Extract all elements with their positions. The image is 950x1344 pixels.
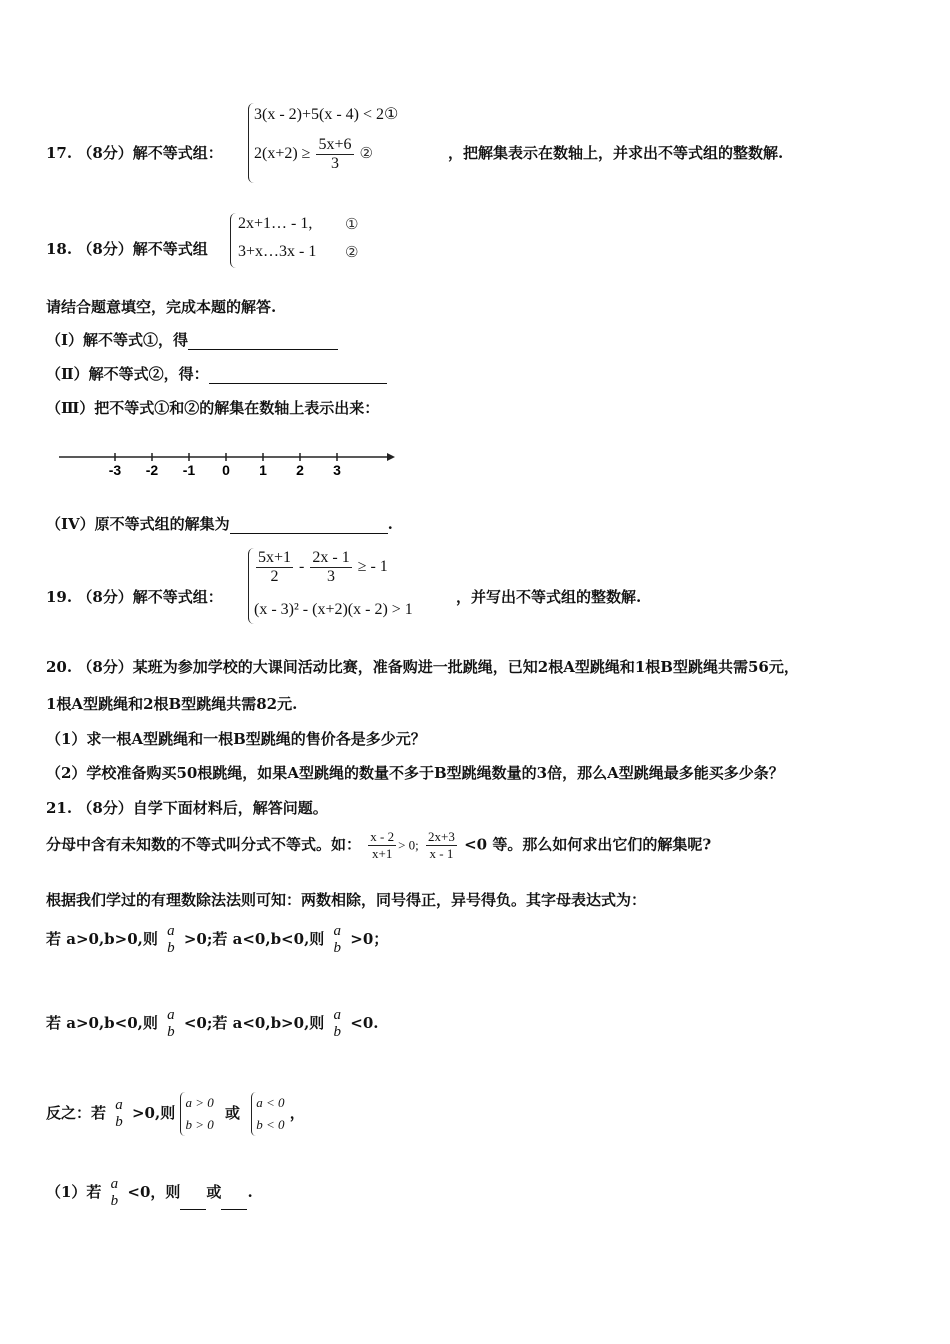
q18-brace [230,213,238,268]
q21-den: b [333,940,342,956]
q21-sys1 [180,1092,213,1136]
q21-ex1-den: x+1 [372,846,393,861]
q21-sys1a: a > 0 [185,1095,214,1110]
q21-den: b [115,1114,123,1130]
q18-step2-blank[interactable] [209,367,387,384]
q21-num: a [115,1097,123,1113]
q21-converse [46,1092,305,1136]
q21-den: b [110,1193,119,1209]
q21-num: a [333,923,342,939]
q21-label: 21. （8分）自学下面材料后，解答问题。 [46,799,328,817]
q21-den: b [167,940,175,956]
q19-eq1 [254,549,388,586]
q21-num: a [167,923,175,939]
q21-ex1-frac [368,829,396,862]
q21-sys2 [251,1092,284,1136]
q21-num: a [167,1007,175,1023]
q18-step1-text: （I）解不等式①，得 [46,331,189,349]
q17-tail: ，把解集表示在数轴上，并求出不等式组的整数解. [448,144,784,162]
q20-part1: （1）求一根A型跳绳和一根B型跳绳的售价各是多少元？ [46,730,426,748]
q19-f2-den: 3 [327,568,336,585]
q19-frac1 [256,549,293,586]
q21-intro-a: 分母中含有未知数的不等式叫分式不等式。如： [46,835,362,854]
q21-sys2b: b < 0 [256,1117,285,1132]
q18-eq1: 2x+1… - 1, [238,215,313,232]
q21-ex2-den: x - 1 [429,846,454,861]
q21-q1d: . [247,1183,253,1201]
q21-c1b: >0;若 a<0,b<0,则 [183,930,325,948]
q21-den: b [333,1024,342,1040]
q19-f1-num: 5x+1 [258,549,292,566]
q18-eq2-mark: ② [345,243,359,261]
q20-line2: 1根A型跳绳和2根B型跳绳共需82元. [46,695,298,713]
q21-intro-b: <0 等。那么如何求出它们的解集呢? [464,835,712,854]
q19-f1-den: 2 [270,568,279,585]
q18-step4-text: （IV）原不等式组的解集为 [46,515,230,533]
q21-case1 [46,923,388,957]
q21-c2b: <0;若 a<0,b>0,则 [183,1014,325,1032]
q21-q1a: （1）若 [46,1183,102,1201]
q18-step2-text: （Ⅱ）解不等式②，得： [46,365,209,383]
number-line-tick-label: -3 [108,462,122,478]
q18-step1-blank[interactable] [188,333,338,350]
q21-sys1b: b > 0 [185,1117,214,1132]
q19-minus: - [299,558,305,576]
q21-c2-frac2 [332,1007,344,1041]
q21-c1c: >0； [350,930,389,948]
q18-eq1-mark: ① [345,215,359,233]
q21-conv-a: 反之：若 [46,1104,107,1122]
number-line-tick-label: -2 [145,462,159,478]
q17-eq2 [254,136,373,173]
q19-rhs1: ≥ - 1 [357,558,388,576]
q18-step2 [46,363,387,384]
q21-c2c: <0. [350,1014,379,1032]
q21-q1b: <0，则 [127,1183,181,1201]
q21-ex1-num: x - 2 [370,829,395,844]
number-line-tick-label: -1 [182,462,196,478]
q17-eq1: 3(x - 2)+5(x - 4) < 2① [254,106,399,123]
q21-num: a [110,1176,119,1192]
q21-rule: 根据我们学过的有理数除法法则可知：两数相除，同号得正，异号得负。其字母表达式为： [46,891,647,909]
q18-intro: 请结合题意填空，完成本题的解答. [46,298,277,316]
q19-f2-num: 2x - 1 [312,549,350,566]
q21-part1 [46,1176,253,1210]
q18-eq2: 3+x…3x - 1 [238,243,317,260]
q17-eq2-mark: ② [359,144,373,163]
q21-c2a: 若 a>0,b<0,则 [46,1014,158,1032]
number-line-tick-label: 0 [222,462,230,478]
q18-step4 [46,513,393,534]
q21-intro [46,829,711,862]
number-line-tick-label: 3 [333,462,341,478]
number-line [55,445,400,480]
q21-conv-b: >0,则 [131,1104,176,1122]
q21-sys2a: a < 0 [256,1095,285,1110]
number-line-tick-label: 1 [259,462,267,478]
q21-or: 或 [224,1104,240,1122]
q18-label: 18. （8分）解不等式组 [46,240,208,258]
q21-case2 [46,1007,379,1041]
q21-c1-frac1 [165,923,177,957]
q18-step4-blank[interactable] [230,517,388,534]
q21-c1-frac2 [332,923,344,957]
q21-q1c: 或 [206,1183,222,1201]
q17-eq2-den: 3 [330,155,339,172]
q21-c2-frac1 [165,1007,177,1041]
q21-num: a [333,1007,342,1023]
q21-q1-blank2[interactable] [221,1195,247,1210]
q17-eq2-num: 5x+6 [318,136,352,153]
q21-ex1-rel: > 0; [398,837,419,853]
q20-part2: （2）学校准备购买50根跳绳，如果A型跳绳的数量不多于B型跳绳数量的3倍，那么A型跳绳最多能买多少条？ [46,764,784,782]
q21-q1-frac [109,1176,121,1210]
number-line-arrow [387,453,395,461]
q21-c1a: 若 a>0,b>0,则 [46,930,158,948]
q21-den: b [167,1024,175,1040]
q21-conv-frac [113,1097,125,1131]
q18-step3: （Ⅲ）把不等式①和②的解集在数轴上表示出来： [46,399,380,417]
q21-ex2-frac [426,829,457,862]
q21-ex2-num: 2x+3 [428,829,455,844]
q17-label: 17. （8分）解不等式组： [46,144,223,162]
q20-line1: 20. （8分）某班为参加学校的大课间活动比赛，准备购进一批跳绳，已知2根A型跳绳和1根B型跳绳共需56元， [46,658,799,676]
q19-tail: ，并写出不等式组的整数解. [456,588,642,606]
q19-frac2 [310,549,351,586]
q21-q1-blank1[interactable] [180,1195,206,1210]
q18-step1 [46,329,338,350]
q21-conv-end: ， [289,1104,305,1122]
q17-eq2-fraction [316,136,353,173]
q18-step4-end: . [387,515,393,533]
q17-eq2-left: 2(x+2) ≥ [254,145,311,163]
q19-eq2: (x - 3)² - (x+2)(x - 2) > 1 [254,601,413,618]
q19-label: 19. （8分）解不等式组： [46,588,223,606]
number-line-tick-label: 2 [296,462,304,478]
